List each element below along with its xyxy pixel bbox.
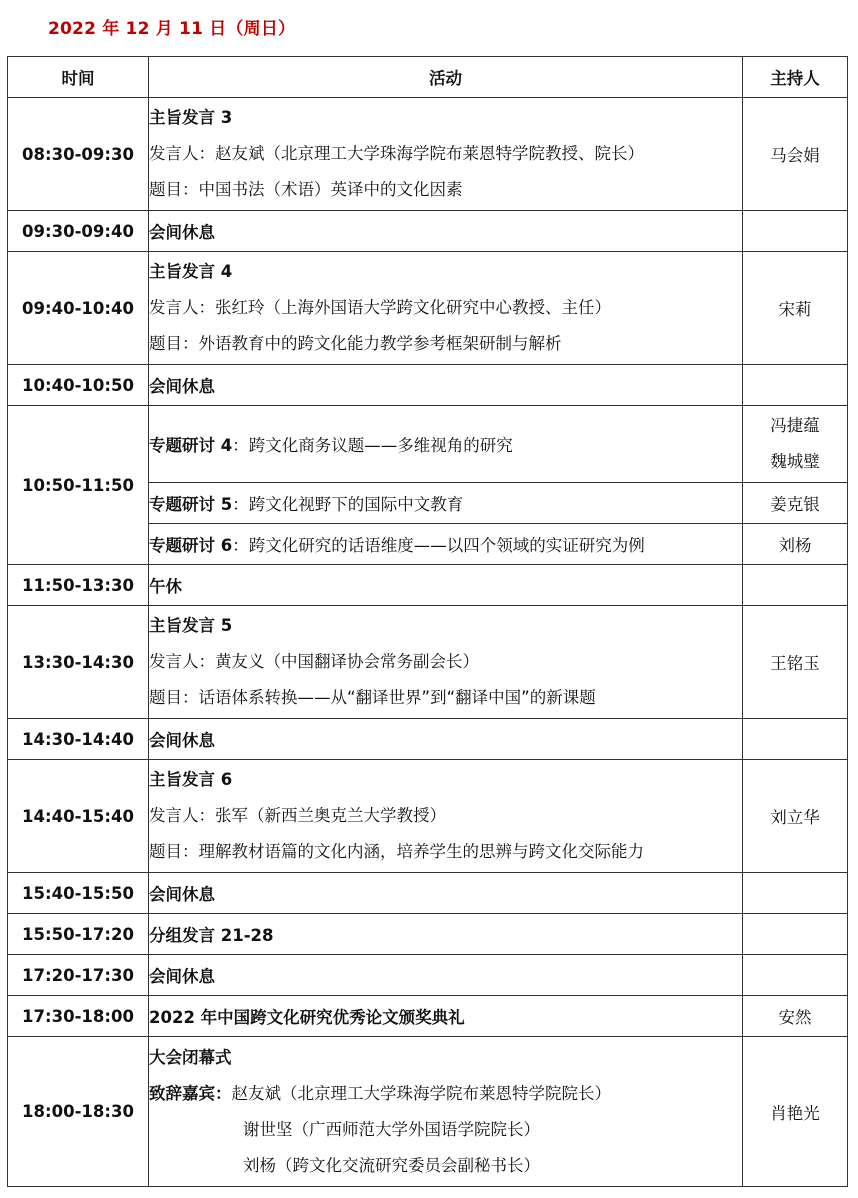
- activity-cell: 会间休息: [149, 955, 743, 996]
- host-name: 魏城璧: [770, 452, 820, 471]
- table-row: [8, 760, 848, 873]
- header-activity: 活动: [149, 57, 743, 98]
- time-cell: 18:00-18:30: [8, 1037, 149, 1187]
- host-cell: [743, 914, 848, 955]
- activity-cell: 会间休息: [149, 873, 743, 914]
- time-cell: 15:40-15:50: [8, 873, 149, 914]
- host-cell: [743, 211, 848, 252]
- time-cell: 17:20-17:30: [8, 955, 149, 996]
- header-time: 时间: [8, 57, 149, 98]
- schedule-table: [7, 56, 848, 1187]
- host-cell: [743, 565, 848, 606]
- session-text: ：跨文化商务议题——多维视角的研究: [232, 436, 513, 455]
- host-cell: [743, 955, 848, 996]
- speaker-line: 发言人：张军（新西兰奥克兰大学教授）: [149, 806, 446, 825]
- activity-cell: [149, 1037, 743, 1187]
- table-row: [8, 565, 848, 606]
- host-cell: [743, 873, 848, 914]
- activity-title: 主旨发言 5: [149, 616, 233, 635]
- session-cell: [149, 483, 743, 524]
- host-cell: 王铭玉: [743, 606, 848, 719]
- table-row: [8, 996, 848, 1037]
- host-cell: 刘杨: [743, 524, 848, 565]
- activity-cell: 分组发言 21-28: [149, 914, 743, 955]
- host-cell: 姜克银: [743, 483, 848, 524]
- activity-cell: 午休: [149, 565, 743, 606]
- speaker-line: 发言人：张红玲（上海外国语大学跨文化研究中心教授、主任）: [149, 298, 611, 317]
- time-cell: 14:40-15:40: [8, 760, 149, 873]
- session-text: ：跨文化研究的话语维度——以四个领域的实证研究为例: [232, 536, 645, 555]
- time-cell: 11:50-13:30: [8, 565, 149, 606]
- session-label: 专题研讨 6: [149, 536, 233, 555]
- session-text: ：跨文化视野下的国际中文教育: [232, 495, 464, 514]
- table-row: [8, 914, 848, 955]
- guest-line: 刘杨（跨文化交流研究委员会副秘书长）: [243, 1155, 540, 1175]
- activity-title: 主旨发言 6: [149, 770, 233, 789]
- table-row: [8, 252, 848, 365]
- speaker-line: 发言人：黄友义（中国翻译协会常务副会长）: [149, 652, 479, 671]
- guest-line: 谢世坚（广西师范大学外国语学院院长）: [243, 1119, 540, 1139]
- activity-cell: [149, 98, 743, 211]
- activity-cell: 会间休息: [149, 365, 743, 406]
- host-cell: 肖艳光: [743, 1037, 848, 1187]
- time-cell: 14:30-14:40: [8, 719, 149, 760]
- guest-label: 致辞嘉宾：: [149, 1083, 232, 1103]
- time-cell: 13:30-14:30: [8, 606, 149, 719]
- table-row: [8, 211, 848, 252]
- time-cell: 17:30-18:00: [8, 996, 149, 1037]
- guest-line: [149, 1076, 742, 1112]
- topic-line: 题目：外语教育中的跨文化能力教学参考框架研制与解析: [149, 334, 562, 353]
- table-row: [8, 955, 848, 996]
- activity-cell: 2022 年中国跨文化研究优秀论文颁奖典礼: [149, 996, 743, 1037]
- time-cell: 09:30-09:40: [8, 211, 149, 252]
- session-label: 专题研讨 4: [149, 436, 233, 455]
- header-host: 主持人: [743, 57, 848, 98]
- table-row: [8, 365, 848, 406]
- activity-title: 主旨发言 4: [149, 262, 233, 281]
- date-heading: 2022 年 12 月 11 日（周日）: [48, 19, 296, 39]
- topic-line: 题目：理解教材语篇的文化内涵，培养学生的思辨与跨文化交际能力: [149, 842, 644, 861]
- activity-title: 主旨发言 3: [149, 108, 233, 127]
- host-cell: 刘立华: [743, 760, 848, 873]
- host-cell: [743, 406, 848, 483]
- activity-cell: 会间休息: [149, 719, 743, 760]
- session-cell: [149, 524, 743, 565]
- time-cell: 08:30-09:30: [8, 98, 149, 211]
- table-row: [8, 606, 848, 719]
- table-row: [8, 406, 848, 483]
- table-row: [8, 873, 848, 914]
- time-cell: 10:50-11:50: [8, 406, 149, 565]
- topic-line: 题目：中国书法（术语）英译中的文化因素: [149, 180, 463, 199]
- time-cell: 15:50-17:20: [8, 914, 149, 955]
- activity-title: 大会闭幕式: [149, 1047, 232, 1067]
- host-name: 冯捷蕴: [770, 416, 820, 435]
- table-row: [8, 98, 848, 211]
- activity-cell: [149, 252, 743, 365]
- activity-cell: 会间休息: [149, 211, 743, 252]
- time-cell: 10:40-10:50: [8, 365, 149, 406]
- time-cell: 09:40-10:40: [8, 252, 149, 365]
- host-cell: 安然: [743, 996, 848, 1037]
- host-cell: [743, 365, 848, 406]
- host-cell: [743, 719, 848, 760]
- guest-name: 赵友斌（北京理工大学珠海学院布莱恩特学院院长）: [231, 1083, 611, 1103]
- session-cell: [149, 406, 743, 483]
- table-row: [8, 1037, 848, 1187]
- session-label: 专题研讨 5: [149, 495, 233, 514]
- activity-cell: [149, 760, 743, 873]
- host-cell: 马会娟: [743, 98, 848, 211]
- table-row: [8, 719, 848, 760]
- speaker-line: 发言人：赵友斌（北京理工大学珠海学院布莱恩特学院教授、院长）: [149, 144, 644, 163]
- host-cell: 宋莉: [743, 252, 848, 365]
- activity-cell: [149, 606, 743, 719]
- topic-line: 题目：话语体系转换——从“翻译世界”到“翻译中国”的新课题: [149, 688, 596, 707]
